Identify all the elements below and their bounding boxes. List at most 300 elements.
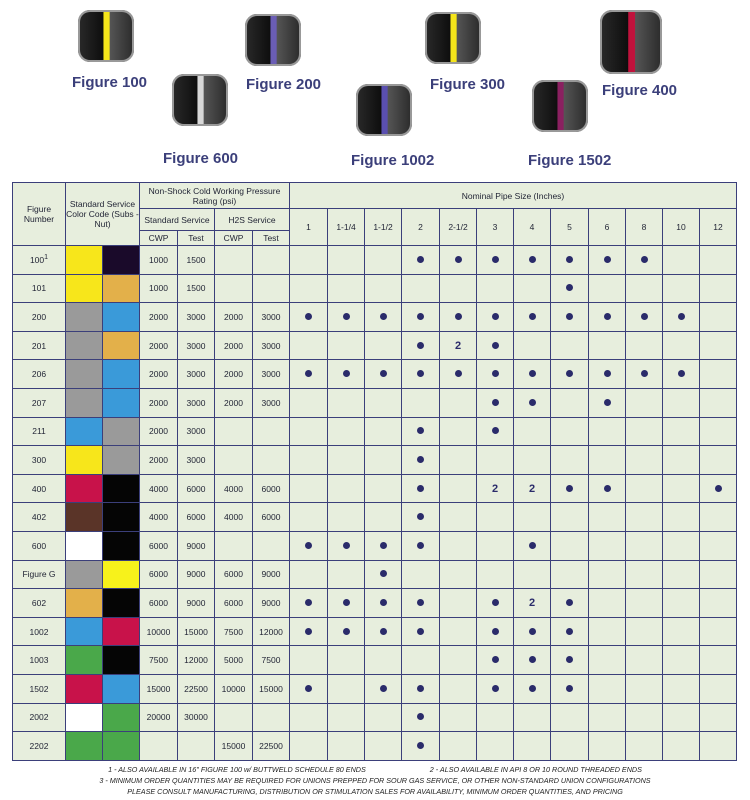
size-cell-4 [514, 589, 551, 618]
header-h2s-cwp: CWP [215, 231, 253, 246]
figure-number-cell [13, 732, 66, 761]
availability-dot-icon [529, 542, 536, 549]
figure-label: Figure 100 [72, 74, 148, 91]
size-cell-1-1-4 [328, 303, 365, 332]
size-cell-1-1-2 [365, 703, 402, 732]
figure-label: Figure 200 [246, 76, 322, 93]
test-value: 6000 [178, 474, 215, 503]
test-value: 15000 [178, 617, 215, 646]
availability-dot-icon [566, 256, 573, 263]
size-cell-2-1-2 [440, 474, 477, 503]
size-cell-8 [626, 617, 663, 646]
size-cell-2 [402, 589, 440, 618]
size-cell-12 [700, 388, 737, 417]
size-cell-8 [626, 503, 663, 532]
h2s-cwp-value [215, 531, 253, 560]
size-cell-2 [402, 246, 440, 275]
subs-color-swatch [66, 417, 103, 446]
availability-dot-icon [305, 685, 312, 692]
size-cell-10 [663, 732, 700, 761]
nut-color-swatch [103, 446, 140, 475]
availability-note: 2 [528, 596, 536, 609]
table-row [13, 531, 737, 560]
figure-number: 101 [31, 283, 47, 294]
h2s-cwp-value: 4000 [215, 503, 253, 532]
header-size-6: 6 [589, 209, 626, 246]
size-cell-6 [589, 360, 626, 389]
size-cell-4 [514, 674, 551, 703]
size-cell-2-1-2 [440, 589, 477, 618]
size-cell-2-1-2 [440, 417, 477, 446]
nut-color-swatch [103, 360, 140, 389]
availability-dot-icon [305, 370, 312, 377]
size-cell-1-1-2 [365, 503, 402, 532]
availability-dot-icon [678, 313, 685, 320]
size-cell-3 [477, 674, 514, 703]
nut-color-swatch [103, 474, 140, 503]
h2s-test-value: 3000 [253, 303, 290, 332]
footnote-4: PLEASE CONSULT MANUFACTURING, DISTRIBUTION OR STIMULATION SALES FOR AVAILABILITY, MINIMUM ORDER QUANTITIES, AND PRICING [127, 787, 623, 796]
availability-dot-icon [417, 342, 424, 349]
size-cell-1-1-4 [328, 417, 365, 446]
union-figure-200-image [245, 14, 301, 66]
size-cell-1 [290, 303, 328, 332]
figure-number-cell [13, 446, 66, 475]
nut-color-swatch [103, 303, 140, 332]
availability-dot-icon [417, 256, 424, 263]
size-cell-12 [700, 303, 737, 332]
size-cell-5 [551, 531, 589, 560]
size-cell-6 [589, 503, 626, 532]
header-size-1-1-4: 1-1/4 [328, 209, 365, 246]
availability-dot-icon [566, 685, 573, 692]
size-cell-2 [402, 674, 440, 703]
size-cell-1 [290, 246, 328, 275]
cwp-value: 2000 [140, 446, 178, 475]
h2s-cwp-value: 15000 [215, 732, 253, 761]
size-cell-3 [477, 388, 514, 417]
availability-dot-icon [417, 485, 424, 492]
size-cell-1 [290, 446, 328, 475]
size-cell-6 [589, 303, 626, 332]
cwp-value: 7500 [140, 646, 178, 675]
size-cell-10 [663, 703, 700, 732]
header-figure-number: Figure Number [13, 183, 66, 246]
size-cell-12 [700, 703, 737, 732]
test-value [178, 732, 215, 761]
size-cell-8 [626, 446, 663, 475]
size-cell-1-1-4 [328, 674, 365, 703]
size-cell-1-1-4 [328, 503, 365, 532]
h2s-test-value [253, 531, 290, 560]
availability-dot-icon [417, 713, 424, 720]
figure-number-cell [13, 274, 66, 303]
size-cell-1 [290, 417, 328, 446]
size-cell-2-1-2 [440, 274, 477, 303]
size-cell-2 [402, 560, 440, 589]
h2s-test-value: 12000 [253, 617, 290, 646]
figure-number-cell [13, 303, 66, 332]
size-cell-5 [551, 646, 589, 675]
table-row [13, 617, 737, 646]
header-size-8: 8 [626, 209, 663, 246]
cwp-value: 1000 [140, 246, 178, 275]
size-cell-1 [290, 331, 328, 360]
figure-number: 206 [31, 369, 47, 380]
size-cell-1 [290, 617, 328, 646]
subs-color-swatch [66, 531, 103, 560]
availability-dot-icon [492, 399, 499, 406]
size-cell-10 [663, 388, 700, 417]
h2s-test-value: 9000 [253, 589, 290, 618]
size-cell-1-1-2 [365, 474, 402, 503]
size-cell-1 [290, 646, 328, 675]
size-cell-2 [402, 331, 440, 360]
h2s-cwp-value [215, 417, 253, 446]
size-cell-12 [700, 732, 737, 761]
h2s-cwp-value [215, 274, 253, 303]
size-cell-10 [663, 474, 700, 503]
size-cell-2-1-2 [440, 446, 477, 475]
size-cell-12 [700, 560, 737, 589]
size-cell-10 [663, 274, 700, 303]
cwp-value: 1000 [140, 274, 178, 303]
header-size-12: 12 [700, 209, 737, 246]
size-cell-2 [402, 417, 440, 446]
availability-dot-icon [566, 284, 573, 291]
cwp-value: 6000 [140, 560, 178, 589]
figure-number: 1003 [29, 655, 49, 666]
size-cell-2 [402, 732, 440, 761]
availability-dot-icon [417, 456, 424, 463]
size-cell-5 [551, 331, 589, 360]
availability-dot-icon [566, 656, 573, 663]
h2s-cwp-value: 2000 [215, 360, 253, 389]
size-cell-2 [402, 446, 440, 475]
h2s-cwp-value: 4000 [215, 474, 253, 503]
availability-dot-icon [455, 370, 462, 377]
size-cell-12 [700, 503, 737, 532]
size-cell-6 [589, 674, 626, 703]
h2s-cwp-value [215, 446, 253, 475]
table-row [13, 388, 737, 417]
size-cell-1-1-2 [365, 732, 402, 761]
size-cell-6 [589, 274, 626, 303]
size-cell-3 [477, 274, 514, 303]
size-cell-1-1-4 [328, 446, 365, 475]
size-cell-3 [477, 617, 514, 646]
size-cell-4 [514, 703, 551, 732]
availability-dot-icon [641, 313, 648, 320]
size-cell-2-1-2 [440, 732, 477, 761]
size-cell-8 [626, 589, 663, 618]
size-cell-2-1-2 [440, 246, 477, 275]
availability-dot-icon [417, 370, 424, 377]
size-cell-4 [514, 303, 551, 332]
size-cell-1 [290, 474, 328, 503]
size-cell-2-1-2 [440, 531, 477, 560]
availability-dot-icon [492, 599, 499, 606]
table-row [13, 560, 737, 589]
size-cell-1-1-2 [365, 674, 402, 703]
subs-color-swatch [66, 274, 103, 303]
size-cell-5 [551, 446, 589, 475]
size-cell-12 [700, 274, 737, 303]
availability-dot-icon [417, 742, 424, 749]
availability-dot-icon [343, 542, 350, 549]
size-cell-6 [589, 646, 626, 675]
figure-number-cell [13, 703, 66, 732]
size-cell-1-1-2 [365, 274, 402, 303]
table-row [13, 331, 737, 360]
size-cell-12 [700, 417, 737, 446]
size-cell-1-1-2 [365, 531, 402, 560]
cwp-value [140, 732, 178, 761]
union-figure-400-image [600, 10, 662, 74]
h2s-test-value: 3000 [253, 360, 290, 389]
h2s-test-value: 3000 [253, 388, 290, 417]
availability-dot-icon [604, 313, 611, 320]
union-figure-100-image [78, 10, 134, 62]
size-cell-12 [700, 446, 737, 475]
size-cell-12 [700, 474, 737, 503]
size-cell-8 [626, 274, 663, 303]
size-cell-2 [402, 703, 440, 732]
table-row [13, 303, 737, 332]
nut-color-swatch [103, 589, 140, 618]
figure-number: 402 [31, 512, 47, 523]
nut-color-swatch [103, 417, 140, 446]
size-cell-2 [402, 360, 440, 389]
figure-number: 207 [31, 397, 47, 408]
size-cell-4 [514, 246, 551, 275]
figure-number-cell [13, 331, 66, 360]
subs-color-swatch [66, 246, 103, 275]
size-cell-5 [551, 617, 589, 646]
table-row [13, 360, 737, 389]
figure-number-cell [13, 531, 66, 560]
size-cell-1-1-2 [365, 446, 402, 475]
figure-number-cell [13, 360, 66, 389]
test-value: 3000 [178, 417, 215, 446]
size-cell-5 [551, 388, 589, 417]
size-cell-6 [589, 531, 626, 560]
size-cell-12 [700, 331, 737, 360]
figure-number: 211 [32, 426, 46, 437]
size-cell-1-1-2 [365, 246, 402, 275]
subs-color-swatch [66, 503, 103, 532]
availability-note: 2 [491, 482, 499, 495]
nut-color-swatch [103, 703, 140, 732]
header-size-4: 4 [514, 209, 551, 246]
figure-number: 1002 [29, 626, 49, 637]
h2s-cwp-value [215, 246, 253, 275]
size-cell-6 [589, 417, 626, 446]
size-cell-2-1-2 [440, 560, 477, 589]
cwp-value: 2000 [140, 303, 178, 332]
union-spec-table [12, 182, 737, 761]
size-cell-1 [290, 589, 328, 618]
table-row [13, 446, 737, 475]
subs-color-swatch [66, 674, 103, 703]
size-cell-5 [551, 674, 589, 703]
figure-number-cell [13, 646, 66, 675]
table-row [13, 589, 737, 618]
test-value: 9000 [178, 589, 215, 618]
subs-color-swatch [66, 589, 103, 618]
table-row [13, 246, 737, 275]
size-cell-3 [477, 589, 514, 618]
table-body [13, 246, 737, 761]
availability-dot-icon [604, 256, 611, 263]
size-cell-2 [402, 474, 440, 503]
subs-color-swatch [66, 646, 103, 675]
availability-dot-icon [417, 313, 424, 320]
cwp-value: 6000 [140, 589, 178, 618]
nut-color-swatch [103, 246, 140, 275]
availability-dot-icon [604, 370, 611, 377]
header-cwp: CWP [140, 231, 178, 246]
availability-dot-icon [604, 485, 611, 492]
subs-color-swatch [66, 446, 103, 475]
size-cell-5 [551, 417, 589, 446]
size-cell-6 [589, 246, 626, 275]
h2s-test-value: 22500 [253, 732, 290, 761]
test-value: 1500 [178, 246, 215, 275]
size-cell-1-1-4 [328, 274, 365, 303]
header-size-2-1-2: 2-1/2 [440, 209, 477, 246]
size-cell-12 [700, 617, 737, 646]
size-cell-10 [663, 503, 700, 532]
h2s-test-value [253, 703, 290, 732]
size-cell-8 [626, 703, 663, 732]
availability-dot-icon [492, 313, 499, 320]
h2s-test-value [253, 246, 290, 275]
size-cell-1 [290, 274, 328, 303]
size-cell-12 [700, 531, 737, 560]
test-value: 6000 [178, 503, 215, 532]
size-cell-4 [514, 417, 551, 446]
availability-dot-icon [492, 370, 499, 377]
header-size-2: 2 [402, 209, 440, 246]
subs-color-swatch [66, 617, 103, 646]
size-cell-1-1-4 [328, 331, 365, 360]
size-cell-8 [626, 388, 663, 417]
size-cell-6 [589, 331, 626, 360]
table-row [13, 274, 737, 303]
availability-dot-icon [492, 256, 499, 263]
subs-color-swatch [66, 474, 103, 503]
availability-dot-icon [380, 570, 387, 577]
h2s-test-value [253, 446, 290, 475]
size-cell-8 [626, 303, 663, 332]
size-cell-10 [663, 446, 700, 475]
size-cell-1-1-2 [365, 303, 402, 332]
availability-dot-icon [529, 313, 536, 320]
figure-label: Figure 400 [602, 82, 678, 99]
footnote-2: 2 - ALSO AVAILABLE IN API 8 OR 10 ROUND THREADED ENDS [429, 765, 642, 774]
size-cell-3 [477, 531, 514, 560]
size-cell-2-1-2 [440, 674, 477, 703]
size-cell-1-1-2 [365, 388, 402, 417]
availability-dot-icon [492, 656, 499, 663]
size-cell-10 [663, 646, 700, 675]
header-h2s-test: Test [253, 231, 290, 246]
size-cell-5 [551, 274, 589, 303]
size-cell-1 [290, 388, 328, 417]
table-row [13, 646, 737, 675]
figure-label: Figure 1002 [351, 152, 435, 169]
size-cell-2 [402, 503, 440, 532]
availability-dot-icon [380, 628, 387, 635]
figure-number-cell [13, 388, 66, 417]
size-cell-6 [589, 388, 626, 417]
subs-color-swatch [66, 560, 103, 589]
size-cell-1-1-2 [365, 560, 402, 589]
h2s-cwp-value: 6000 [215, 560, 253, 589]
header-test: Test [178, 231, 215, 246]
size-cell-1 [290, 560, 328, 589]
availability-dot-icon [641, 370, 648, 377]
size-cell-6 [589, 617, 626, 646]
test-value: 12000 [178, 646, 215, 675]
size-cell-8 [626, 331, 663, 360]
nut-color-swatch [103, 617, 140, 646]
availability-dot-icon [343, 370, 350, 377]
cwp-value: 10000 [140, 617, 178, 646]
size-cell-1-1-4 [328, 388, 365, 417]
availability-dot-icon [305, 599, 312, 606]
availability-dot-icon [417, 542, 424, 549]
figure-label: Figure 1502 [528, 152, 612, 169]
cwp-value: 2000 [140, 388, 178, 417]
table-row [13, 474, 737, 503]
size-cell-1-1-4 [328, 474, 365, 503]
nut-color-swatch [103, 503, 140, 532]
availability-dot-icon [380, 313, 387, 320]
test-value: 30000 [178, 703, 215, 732]
size-cell-12 [700, 674, 737, 703]
figure-number: Figure G [22, 569, 56, 580]
header-standard-service: Standard Service [140, 209, 215, 231]
availability-dot-icon [380, 542, 387, 549]
size-cell-5 [551, 703, 589, 732]
header-h2s-service: H2S Service [215, 209, 290, 231]
size-cell-12 [700, 589, 737, 618]
nut-color-swatch [103, 531, 140, 560]
size-cell-6 [589, 474, 626, 503]
size-cell-1 [290, 503, 328, 532]
size-cell-2 [402, 646, 440, 675]
size-cell-3 [477, 331, 514, 360]
size-cell-1-1-4 [328, 646, 365, 675]
nut-color-swatch [103, 674, 140, 703]
figure-label: Figure 300 [430, 76, 506, 93]
test-value: 3000 [178, 446, 215, 475]
h2s-test-value: 6000 [253, 503, 290, 532]
availability-dot-icon [529, 628, 536, 635]
size-cell-2 [402, 531, 440, 560]
availability-dot-icon [715, 485, 722, 492]
table-row [13, 732, 737, 761]
header-nominal-pipe-size: Nominal Pipe Size (Inches) [290, 183, 737, 209]
subs-color-swatch [66, 331, 103, 360]
table-row [13, 503, 737, 532]
size-cell-6 [589, 446, 626, 475]
header-pressure-rating: Non-Shock Cold Working Pressure Rating (psi) [140, 183, 290, 209]
availability-dot-icon [343, 628, 350, 635]
size-cell-6 [589, 703, 626, 732]
